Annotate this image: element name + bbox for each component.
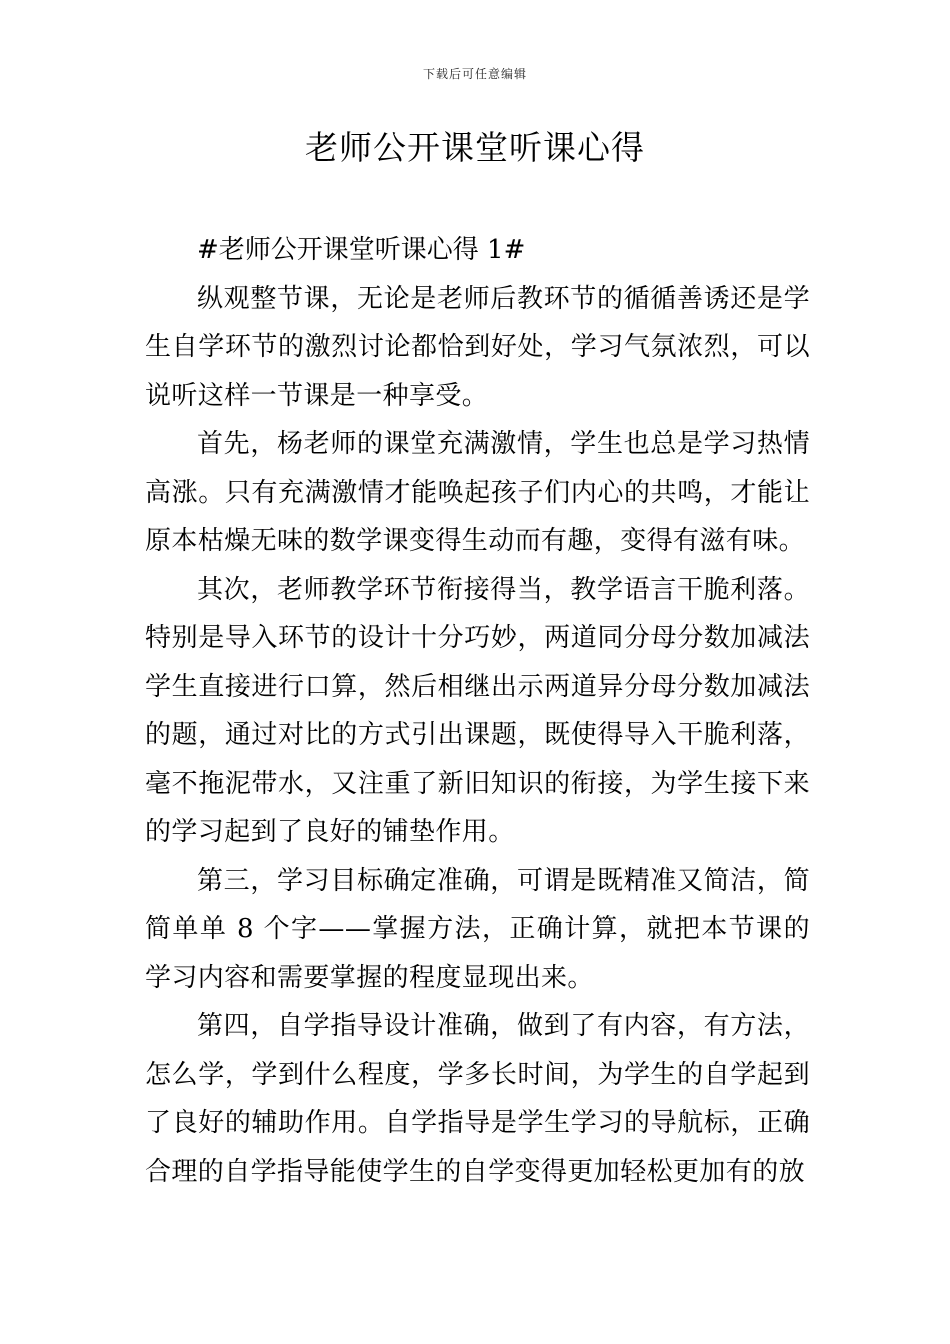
paragraph: 其次，老师教学环节衔接得当，教学语言干脆利落。特别是导入环节的设计十分巧妙，两道同分母分数加减法学生直接进行口算，然后相继出示两道异分母分数加减法的题，通过对比的方式引出课题，既使得导入干脆利落，毫不拖泥带水，又注重了新旧知识的衔接，为学生接下来的学习起到了良好的铺垫作用。 [145,574,810,847]
document-title: 老师公开课堂听课心得 [305,128,645,167]
section-heading: #老师公开课堂听课心得 1# [197,235,526,265]
paragraph: 纵观整节课，无论是老师后教环节的循循善诱还是学生自学环节的激烈讨论都恰到好处，学习气氛浓烈，可以说听这样一节课是一种享受。 [145,283,810,411]
paragraph: 首先，杨老师的课堂充满激情，学生也总是学习热情高涨。只有充满激情才能唤起孩子们内心的共鸣，才能让原本枯燥无味的数学课变得生动而有趣，变得有滋有味。 [145,429,810,556]
paragraph: 第三，学习目标确定准确，可谓是既精准又简洁，简简单单 8 个字——掌握方法，正确计算，就把本节课的学习内容和需要掌握的程度显现出来。 [145,865,810,993]
paragraph: 第四，自学指导设计准确，做到了有内容，有方法，怎么学，学到什么程度，学多长时间，为学生的自学起到了良好的辅助作用。自学指导是学生学习的导航标，正确合理的自学指导能使学生的自学变得更加轻松更加有的放 [145,1011,810,1187]
header-note: 下载后可任意编辑 [422,67,527,81]
document-body [145,226,810,1196]
